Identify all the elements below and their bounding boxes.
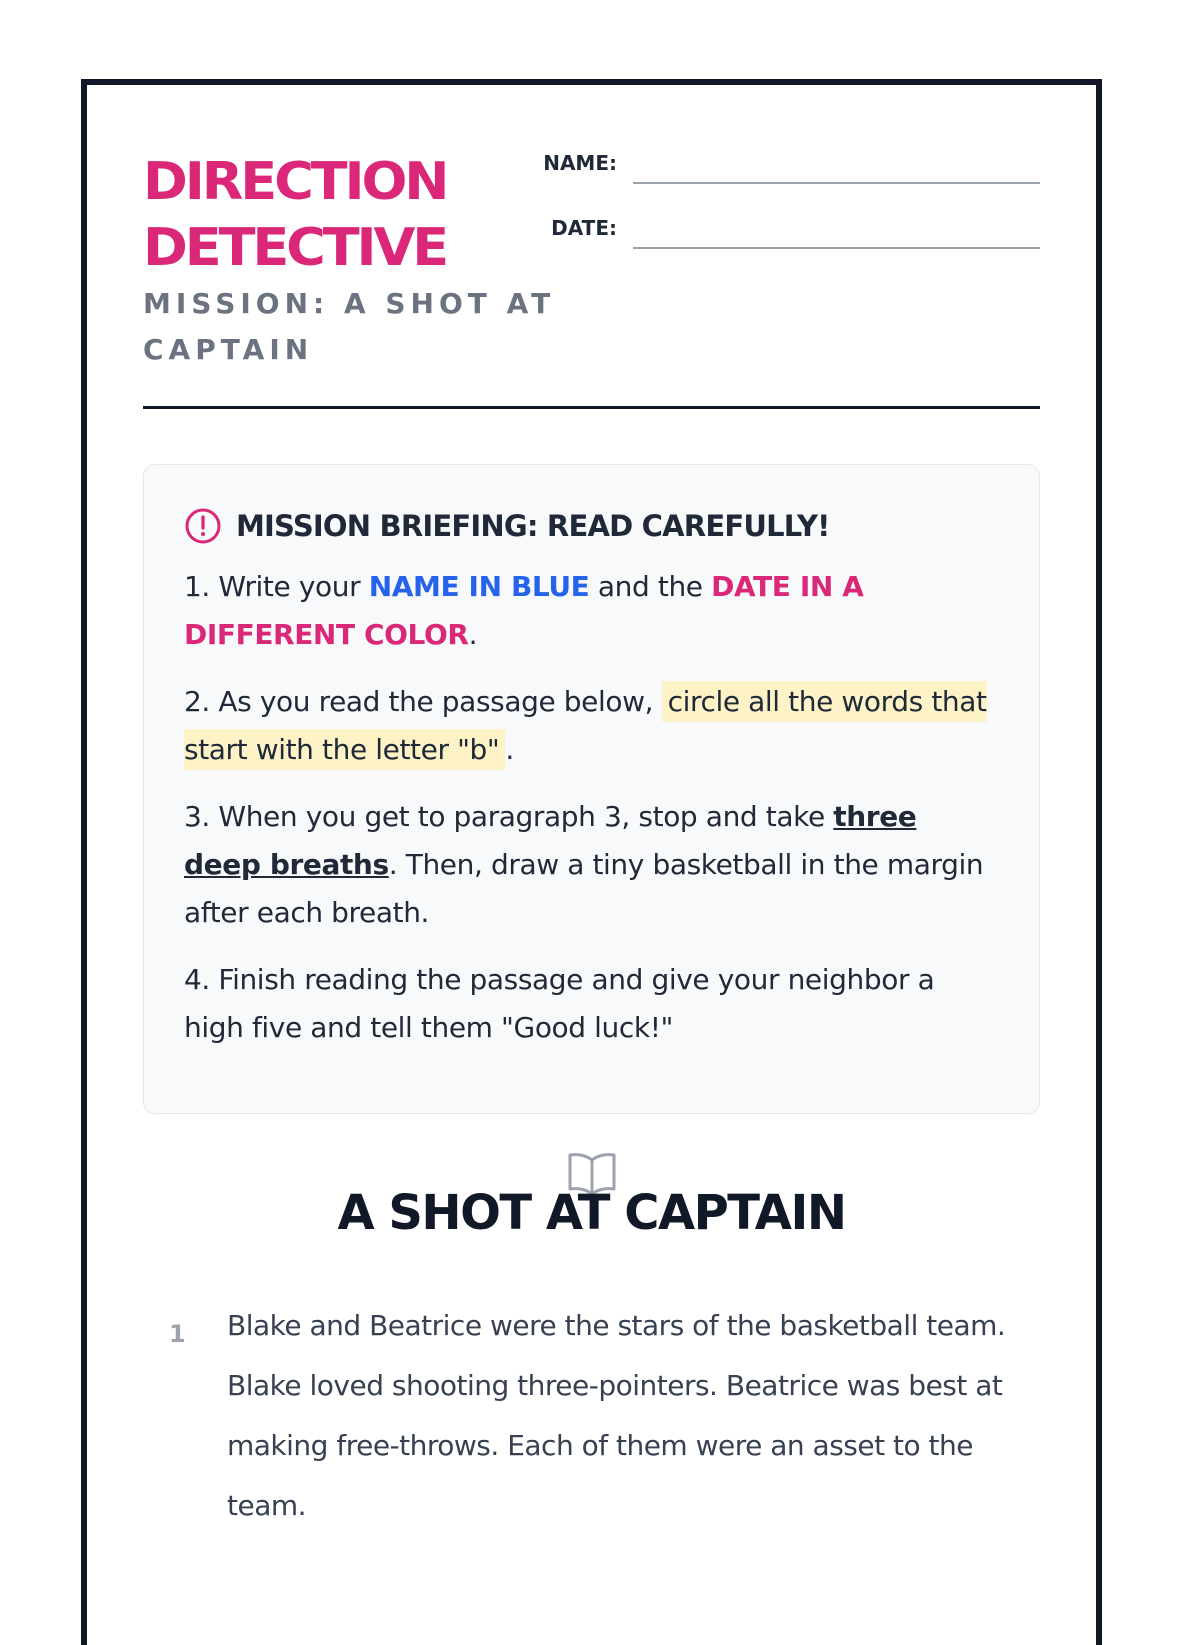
header-divider (143, 406, 1040, 409)
three-deep-breaths-emphasis: three deep breaths (184, 800, 917, 881)
name-in-blue-emphasis: NAME IN BLUE (368, 570, 590, 603)
worksheet-page (81, 79, 1102, 1645)
title-line-1: DIRECTION (143, 152, 447, 212)
title-line-2: DETECTIVE (143, 218, 447, 278)
date-color-emphasis: DATE IN A DIFFERENT COLOR (184, 570, 864, 651)
story-title: A SHOT AT CAPTAIN (337, 1185, 846, 1241)
date-label: DATE: (551, 216, 617, 240)
name-label: NAME: (543, 151, 617, 175)
circle-words-highlight: circle all the words that start with the letter "b" (184, 681, 987, 770)
paragraph-number: 1 (169, 1320, 186, 1348)
mission-subtitle: MISSION: A SHOT AT CAPTAIN (143, 287, 556, 366)
name-field[interactable] (633, 182, 1040, 184)
briefing-header (184, 507, 999, 545)
paragraph-text: Blake and Beatrice were the stars of the basketball team. Blake loved shooting three-pointers. Beatrice was best at making free-throws. Each of them were an asset to the team. (227, 1309, 1006, 1522)
briefing-title: MISSION BRIEFING: READ CAREFULLY! (236, 509, 830, 543)
mission-briefing-box (143, 464, 1040, 1114)
alert-circle-icon (184, 507, 222, 545)
briefing-step-3: 3. When you get to paragraph 3, stop and take three deep breaths. Then, draw a tiny basketball in the margin after each breath. (184, 800, 984, 929)
briefing-step-2: 2. As you read the passage below, circle all the words that start with the letter "b" . (184, 678, 999, 774)
date-field[interactable] (633, 247, 1040, 249)
briefing-step-4: 4. Finish reading the passage and give your neighbor a high five and tell them "Good luck!" (184, 963, 935, 1044)
briefing-step-1: 1. Write your NAME IN BLUE and the DATE IN A DIFFERENT COLOR. (184, 570, 864, 651)
